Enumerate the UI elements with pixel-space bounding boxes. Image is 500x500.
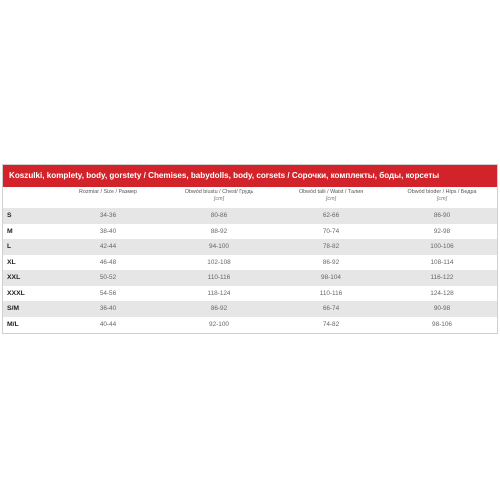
size-chart — [2, 164, 498, 334]
header-waist-label: Obwód talii / Waist / Талия — [298, 189, 364, 195]
chest-cell: 102-108 — [163, 255, 275, 271]
chest-cell: 86-92 — [163, 301, 275, 317]
header-size-label: Rozmiar / Size / Размер — [78, 189, 138, 195]
waist-cell: 110-116 — [275, 286, 387, 302]
eu-size-cell: 50-52 — [53, 270, 163, 286]
hips-cell: 92-98 — [387, 224, 497, 240]
header-waist — [275, 187, 387, 208]
eu-size-cell: 54-56 — [53, 286, 163, 302]
chest-cell: 110-116 — [163, 270, 275, 286]
size-label: XXL — [3, 270, 53, 286]
eu-size-cell: 46-48 — [53, 255, 163, 271]
hips-cell: 108-114 — [387, 255, 497, 271]
eu-size-cell: 42-44 — [53, 239, 163, 255]
chest-cell: 118-124 — [163, 286, 275, 302]
eu-size-cell: 38-40 — [53, 224, 163, 240]
header-hips — [387, 187, 497, 208]
size-label: M — [3, 224, 53, 240]
size-label: L — [3, 239, 53, 255]
hips-cell: 100-106 — [387, 239, 497, 255]
header-size — [53, 187, 163, 208]
eu-size-cell: 40-44 — [53, 317, 163, 333]
waist-cell: 86-92 — [275, 255, 387, 271]
hips-cell: 116-122 — [387, 270, 497, 286]
hips-cell: 124-128 — [387, 286, 497, 302]
size-label: XL — [3, 255, 53, 271]
table-row — [3, 301, 497, 317]
chest-cell: 92-100 — [163, 317, 275, 333]
hips-cell: 90-98 — [387, 301, 497, 317]
eu-size-cell: 36-40 — [53, 301, 163, 317]
size-label: XXXL — [3, 286, 53, 302]
table-row — [3, 255, 497, 271]
header-chest-unit: [cm] — [213, 196, 225, 202]
size-table — [3, 187, 497, 332]
size-label: S — [3, 208, 53, 224]
chest-cell: 80-86 — [163, 208, 275, 224]
table-row — [3, 286, 497, 302]
eu-size-cell: 34-36 — [53, 208, 163, 224]
waist-cell: 74-82 — [275, 317, 387, 333]
table-header-row — [3, 187, 497, 208]
table-row — [3, 208, 497, 224]
header-chest-label: Obwód biustu / Chest/ Грудь — [184, 189, 254, 195]
hips-cell: 98-106 — [387, 317, 497, 333]
waist-cell: 78-82 — [275, 239, 387, 255]
chart-title: Koszulki, komplety, body, gorstety / Chemises, babydolls, body, corsets / Сорочки, комплекты, боды, корсеты — [3, 165, 497, 187]
table-row — [3, 224, 497, 240]
table-row — [3, 270, 497, 286]
header-hips-label: Obwód bioder / Hips / Бедра — [407, 189, 477, 195]
waist-cell: 98-104 — [275, 270, 387, 286]
header-hips-unit: [cm] — [436, 196, 448, 202]
chest-cell: 94-100 — [163, 239, 275, 255]
hips-cell: 86-90 — [387, 208, 497, 224]
table-row — [3, 239, 497, 255]
header-blank — [3, 187, 53, 208]
size-label: S/M — [3, 301, 53, 317]
chest-cell: 88-92 — [163, 224, 275, 240]
header-waist-unit: [cm] — [325, 196, 337, 202]
waist-cell: 62-66 — [275, 208, 387, 224]
waist-cell: 66-74 — [275, 301, 387, 317]
header-chest — [163, 187, 275, 208]
waist-cell: 70-74 — [275, 224, 387, 240]
table-row — [3, 317, 497, 333]
size-label: M/L — [3, 317, 53, 333]
